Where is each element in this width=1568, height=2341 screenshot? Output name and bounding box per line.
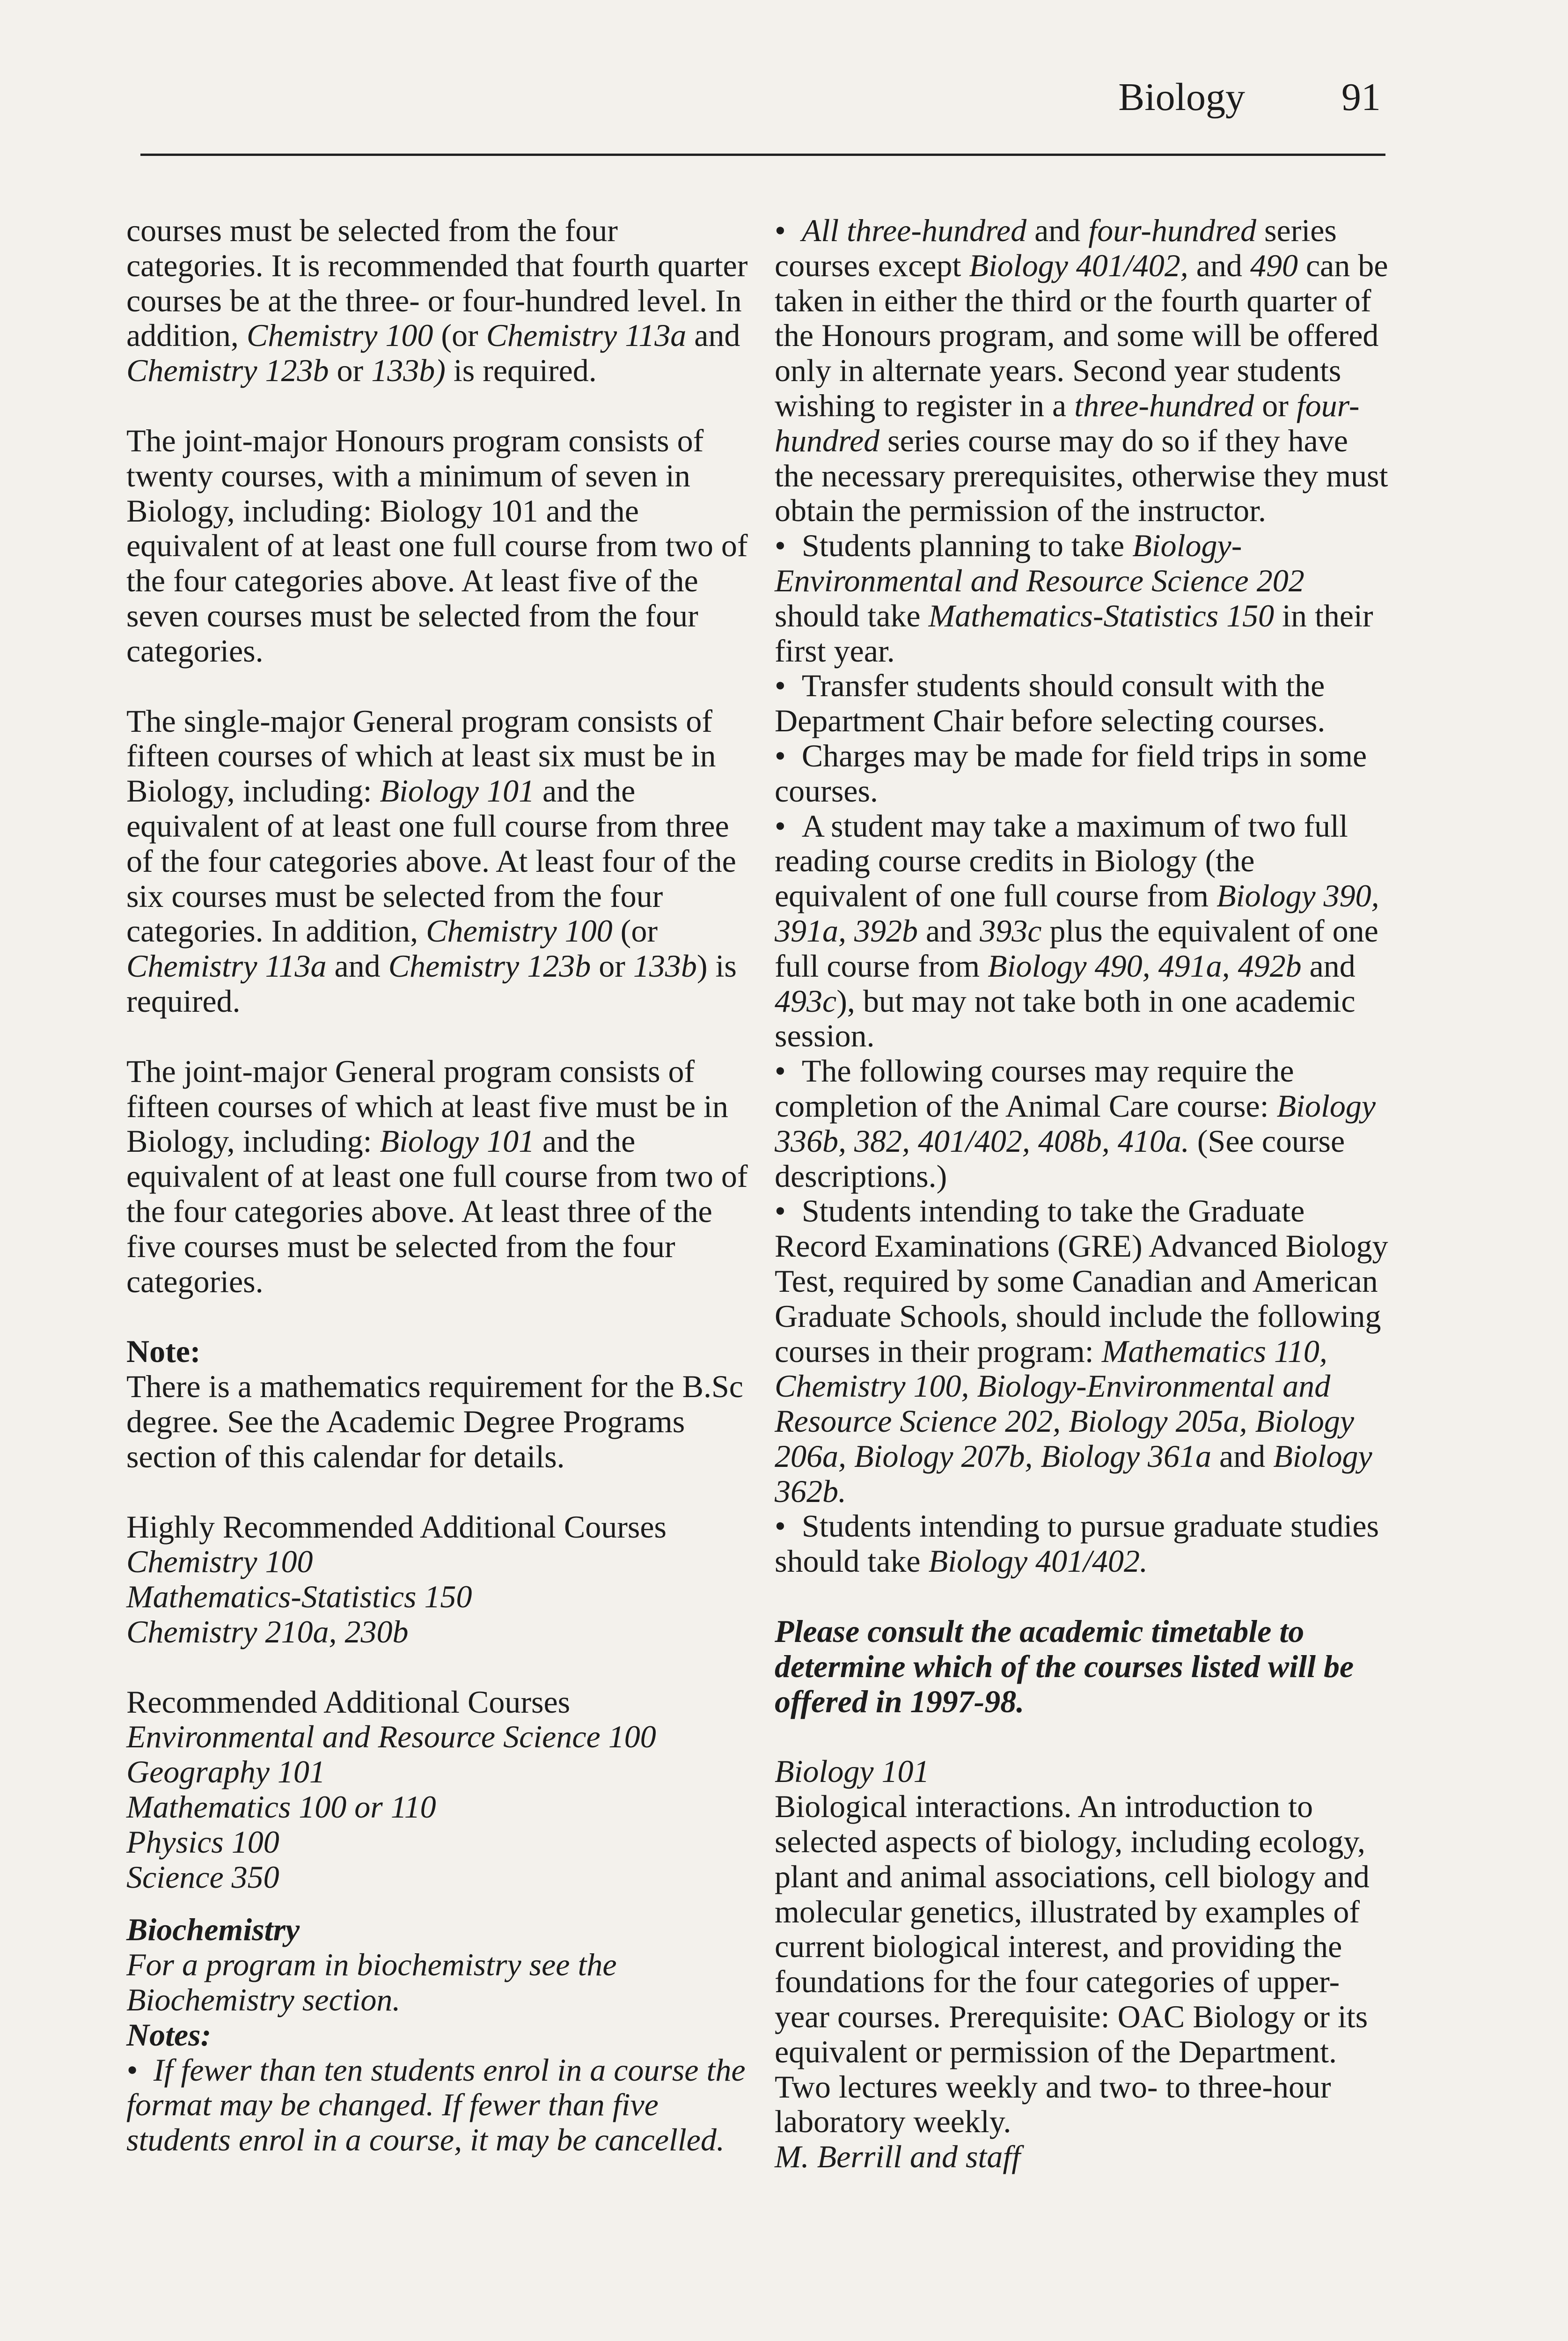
course-instructor: M. Berrill and staff xyxy=(775,2139,1021,2175)
text: four-hundred xyxy=(775,387,1360,458)
biochemistry-heading: Biochemistry xyxy=(126,1912,300,1948)
text: three-hundred xyxy=(1074,387,1254,423)
course-ref: Biology 401/402, xyxy=(969,247,1188,283)
course-ref: Mathematics-Statistics 150 xyxy=(928,597,1275,633)
text: plus the equivalent of one full course from xyxy=(775,913,1378,984)
page-header xyxy=(140,69,1385,156)
bullet-field-trips: • Charges may be made for field trips in some courses. xyxy=(775,738,1390,809)
course-ref: Chemistry 113a xyxy=(126,948,327,984)
text: should take xyxy=(775,597,929,633)
text: series courses except xyxy=(775,213,1337,283)
text: The following courses may require the completion of the Animal Care course: xyxy=(775,1053,1294,1124)
text: Students intending to take the Graduate Record Examinations (GRE) Advanced Biology Test, required by some Canadian and American Graduate Schools, should include the following courses in their program: xyxy=(775,1193,1388,1369)
text: courses must be selected from the four categories. It is recommended that fourth quarter courses be at the three- or four-hundred level. In addition, xyxy=(126,213,748,353)
list-item: Mathematics 100 or 110 xyxy=(126,1789,436,1825)
paragraph-joint-major-honours: The joint-major Honours program consists of twenty courses, with a minimum of seven in Biology, including: Biology 101 and the equivalent of at least one full course from two of the four categories above. At least five of the seven courses must be selected from the four categories. xyxy=(126,422,748,669)
course-ref: Chemistry 100 xyxy=(246,317,433,353)
course-ref: Chemistry 100 xyxy=(426,913,613,949)
course-ref: 133b) xyxy=(371,353,446,389)
list-item: Environmental and Resource Science 100 xyxy=(126,1719,656,1755)
course-ref: Biology 401/402. xyxy=(928,1543,1148,1579)
bullet-gre xyxy=(775,1193,1390,1509)
bullet-graduate-studies xyxy=(775,1509,1390,1579)
text: and xyxy=(918,913,980,949)
course-ref: Biology 101 xyxy=(380,1123,535,1159)
course-ref: Chemistry 123b xyxy=(388,948,591,984)
text: is required. xyxy=(445,353,597,389)
text: Students planning to take xyxy=(801,528,1133,564)
text: and xyxy=(1301,948,1356,984)
right-column xyxy=(775,213,1390,2174)
text: ), but may not take both in one academic session. xyxy=(775,983,1356,1054)
paragraph-honours-continued xyxy=(126,213,749,388)
course-ref: Chemistry 113a xyxy=(486,317,687,353)
text: can be taken in either the third or the fourth quarter of the Honours program, and some will be offered only in alternate years. Second year students wishing to register in a xyxy=(775,247,1388,423)
paragraph-joint-major-general xyxy=(126,1054,749,1299)
list-item: Geography 101 xyxy=(126,1754,325,1790)
text: A student may take a maximum of two full reading course credits in Biology (the equivalent of one full course from xyxy=(775,808,1348,914)
notes-text: • If fewer than ten students enrol in a course the format may be changed. If fewer than five students enrol in a course, it may be cancelled. xyxy=(126,2053,749,2157)
text: (or xyxy=(433,317,486,353)
text: and xyxy=(1026,213,1089,248)
text: The single-major General program consists of fifteen courses of which at least six must be in Biology, including: xyxy=(126,703,716,809)
course-title: Biology 101 xyxy=(775,1753,930,1789)
text: and xyxy=(1211,1438,1274,1474)
course-ref: Biology 362b. xyxy=(775,1438,1372,1509)
section-title: Biology xyxy=(1118,75,1245,119)
course-ref: Mathematics 110, Chemistry 100, Biology-Environmental and Resource Science 202, Biology 205a, Biology 206a, Biology 207b, Biology 361a xyxy=(775,1333,1355,1474)
course-ref: 493c xyxy=(775,983,837,1019)
text: or xyxy=(329,353,372,389)
paragraph-single-major-general xyxy=(126,704,749,1019)
course-ref: Biology 390, 391a, 392b xyxy=(775,878,1379,949)
course-description: Biological interactions. An introduction to selected aspects of biology, including ecology, plant and animal associations, cell biology and molecular genetics, illustrated by examples of current biological interest, and providing the foundations for the four categories of upper-year courses. Prerequisite: OAC Biology or its equivalent or permission of the Department. Two lectures weekly and two- to three-hour laboratory weekly. xyxy=(775,1789,1370,2140)
text: and the equivalent of at least one full course from two of the four categories above. At least three of the five courses must be selected from the four categories. xyxy=(126,1123,748,1299)
course-ref: 490 xyxy=(1250,247,1298,283)
text: and the equivalent of at least one full course from three of the four categories above. At least four of the six courses must be selected from the four categories. In addition, xyxy=(126,773,736,949)
text: in their first year. xyxy=(775,597,1373,669)
course-ref: Biology 490, 491a, 492b xyxy=(988,948,1302,984)
text: or xyxy=(1254,387,1297,423)
course-ref: 133b xyxy=(633,948,697,984)
bullet-reading-courses xyxy=(775,809,1390,1054)
bullet-animal-care xyxy=(775,1053,1390,1193)
text: series course may do so if they have the necessary prerequisites, otherwise they must obtain the permission of the instructor. xyxy=(775,422,1388,529)
text: and xyxy=(686,317,740,353)
text: The joint-major General program consists of fifteen courses of which at least five must be in Biology, including: xyxy=(126,1053,728,1159)
list-item: Science 350 xyxy=(126,1859,279,1895)
biochemistry-text: For a program in biochemistry see the Biochemistry section. xyxy=(126,1947,617,2018)
text: and xyxy=(326,948,388,984)
text: or xyxy=(591,948,633,984)
text: four-hundred xyxy=(1088,213,1257,248)
course-ref: Biology 336b, 382, 401/402, 408b, 410a. xyxy=(775,1088,1376,1159)
bullet-ers-202 xyxy=(775,528,1390,668)
text: (See course descriptions.) xyxy=(775,1123,1345,1194)
recommended-heading: Recommended Additional Courses xyxy=(126,1684,571,1720)
left-column xyxy=(126,213,749,2157)
course-ref: Biology-Environmental and Resource Science 202 xyxy=(775,528,1304,598)
text: Students intending to pursue graduate studies should take xyxy=(775,1508,1379,1579)
course-ref: Chemistry 123b xyxy=(126,353,329,389)
course-ref: 393c xyxy=(980,913,1042,949)
list-item: Chemistry 210a, 230b xyxy=(126,1613,409,1649)
course-ref: Biology 101 xyxy=(380,773,535,809)
list-item: Mathematics-Statistics 150 xyxy=(126,1579,472,1615)
text: All three-hundred xyxy=(801,213,1027,248)
timetable-notice: Please consult the academic timetable to determine which of the courses listed will be offered in 1997-98. xyxy=(775,1613,1354,1719)
bullet-transfer-students: • Transfer students should consult with the Department Chair before selecting courses. xyxy=(775,668,1390,738)
text: (or xyxy=(612,913,658,949)
text: and xyxy=(1188,247,1250,283)
bullet-course-levels xyxy=(775,213,1390,528)
highly-recommended-heading: Highly Recommended Additional Courses xyxy=(126,1509,667,1545)
note-text: There is a mathematics requirement for the B.Sc degree. See the Academic Degree Programs section of this calendar for details. xyxy=(126,1369,743,1474)
page-number: 91 xyxy=(1341,75,1381,119)
text: ) is required. xyxy=(126,948,737,1019)
list-item: Chemistry 100 xyxy=(126,1544,313,1580)
notes-heading: Notes: xyxy=(126,2017,212,2053)
note-heading: Note: xyxy=(126,1333,201,1369)
list-item: Physics 100 xyxy=(126,1824,279,1860)
